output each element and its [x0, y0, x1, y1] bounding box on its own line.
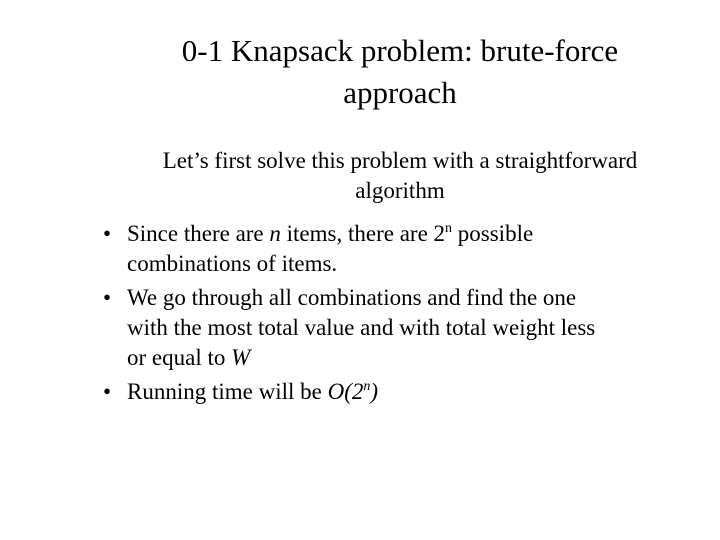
bullet-item-combinations [100, 219, 710, 279]
bullet-item-search [100, 283, 710, 373]
bullet-1-line-1 [127, 219, 710, 249]
intro-line-1: Let’s first solve this problem with a straightforward [162, 148, 638, 173]
bullet-dot-icon: • [103, 285, 112, 310]
big-o-close: ) [370, 379, 379, 404]
bullet-1-text-c: possible [452, 221, 534, 246]
variable-n: n [269, 221, 281, 246]
bullet-2-text-a: or equal to [127, 345, 232, 370]
bullet-1-line-2: combinations of items. [127, 251, 338, 276]
bullet-3-line-1 [127, 377, 710, 407]
exponent-n: n [363, 379, 371, 394]
title-line-2: approach [343, 75, 457, 110]
variable-w: W [231, 345, 251, 370]
bullet-dot-icon: • [103, 221, 112, 246]
big-o-expression [328, 379, 378, 404]
bullet-2-line-3 [127, 343, 710, 373]
exponent-n: n [445, 221, 453, 236]
slide-title [110, 30, 690, 114]
bullet-1-text-b: items, there are 2 [280, 221, 446, 246]
bullet-2-line-2: with the most total value and with total weight less [127, 315, 596, 340]
bullet-2-line-1: We go through all combinations and find the one [127, 285, 577, 310]
intro-line-2: algorithm [355, 178, 445, 203]
big-o-prefix: O(2 [327, 379, 364, 404]
title-line-1: 0-1 Knapsack problem: brute-force [181, 33, 619, 68]
intro-text [100, 146, 700, 206]
bullet-3-text-a: Running time will be [127, 379, 328, 404]
bullet-item-running-time [100, 377, 710, 407]
bullet-list [100, 219, 710, 411]
bullet-1-text-a: Since there are [127, 221, 270, 246]
bullet-dot-icon: • [103, 379, 112, 404]
